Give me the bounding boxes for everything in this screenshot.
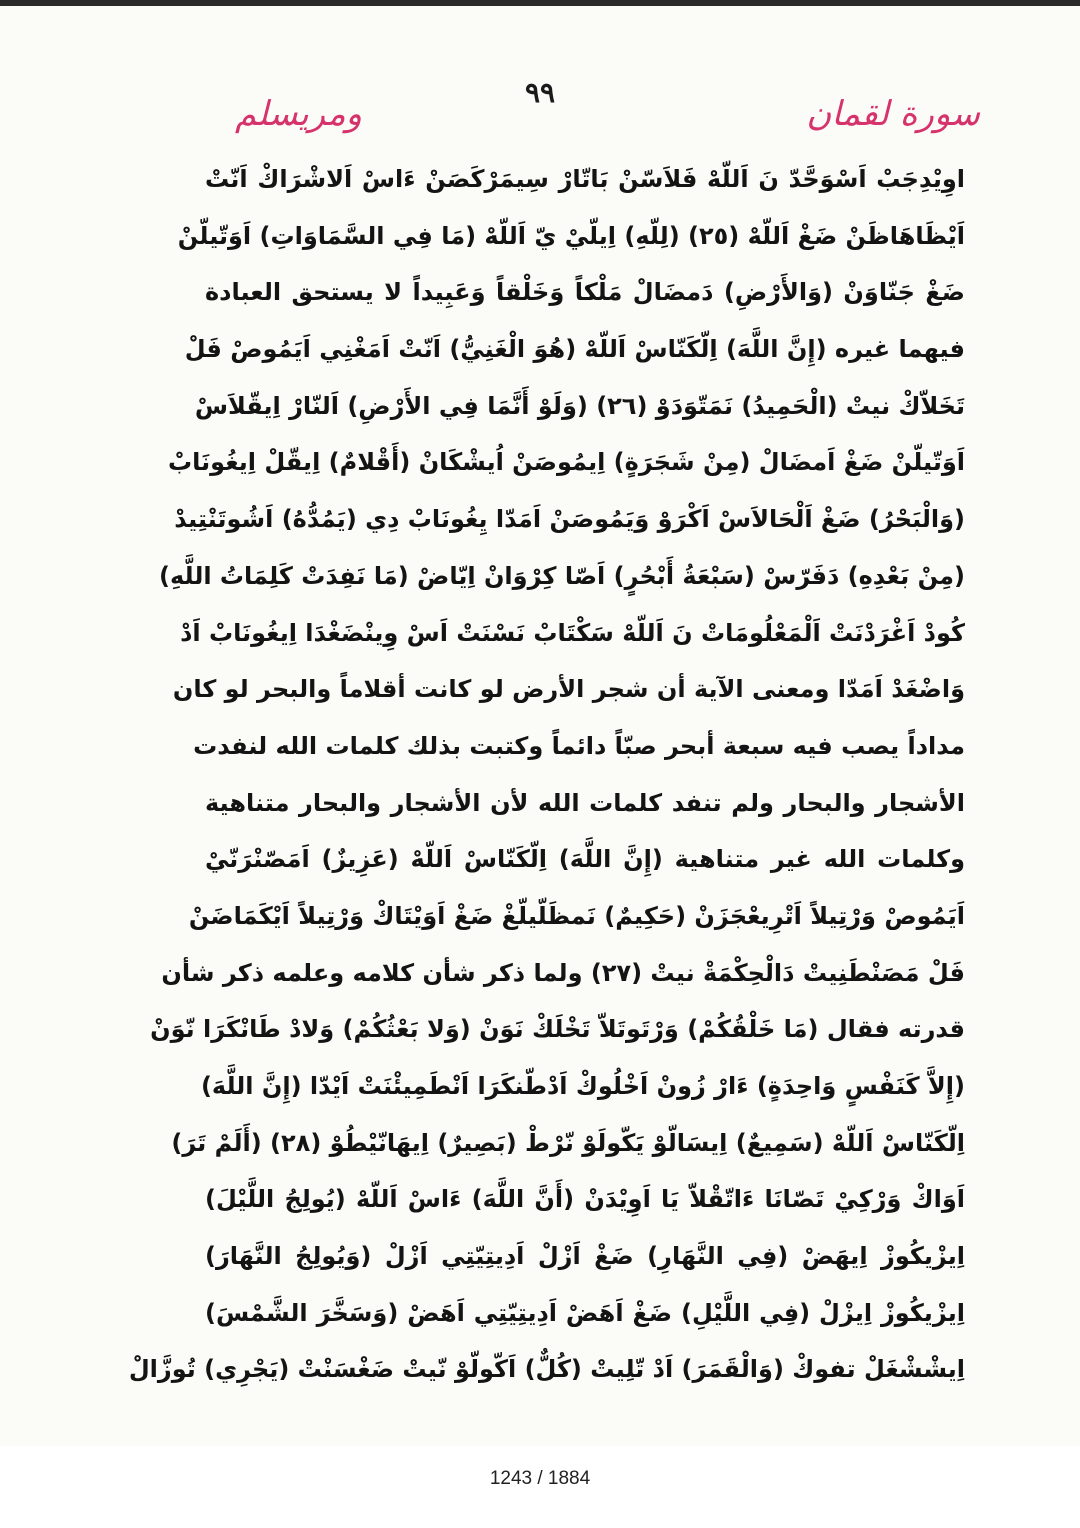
text-line: مداداً يصب فيه سبعة أبحر صبّاً دائماً وكتبت بذلك كلمات الله لنفدت xyxy=(193,731,965,760)
text-line: وكلمات الله غير متناهية (إِنَّ اللَّهَ) اِلّكَنّاسْ اَللّهْ (عَزِيزٌ) اَمَصّنْرَنّيْ xyxy=(205,845,965,874)
text-line: (إِلاَّ كَنَفْسٍ وَاحِدَةٍ) ءَارْ زُونْ اَخْلُوكْ اَدْطّنكَرَا اَنْطَمِيئْنَتْ اَيْدّا (إِنَّ اللَّهَ) xyxy=(200,1072,965,1100)
text-line: اِلّكَنّاسْ اَللّهْ (سَمِيعٌ) اِيسَالّوْ يَكّولَوْ نّرْطْ (بَصِيرٌ) اِيهَانّيْطُوْ (٢٨) (أَلَمْ تَرَ) xyxy=(171,1128,965,1157)
text-line: كُودْ اَغْرَدْنَتْ اَلْمَعْلُومَاتْ نَ اَللّهْ سَكْتَابْ نَسْنَتْ اَسْ وِينْضَغْدَا اِيغُونَابْ اَدْ xyxy=(180,618,965,647)
handwritten-note: ومريسلم xyxy=(235,94,363,134)
text-line: ضَغْ جَنّاوَنْ (وَالأَرْضِ) دَمضَالْ مَلْكاً وَخَلْقاً وَعَبِيداً لا يستحق العبادة xyxy=(205,278,965,307)
text-line: (وَالْبَحْرُ) ضَغْ اَلْحَالاَسْ اَكْرَوْ وَيَمُوصَنْ اَمَدّا يِغُونَابْ دِي (يَمُدُّهُ) اَشُوتَنْتِيدْ xyxy=(174,505,965,534)
text-line: (مِنْ بَعْدِهِ) دَفَرّسْ (سَبْعَةُ أَبْحُرٍ) اَصّا كِرْوَانْ اِيّاضْ (مَا نَفِدَتْ كَلِمَاتُ اللَّهِ) xyxy=(159,561,965,590)
text-line: قدرته فقال (مَا خَلْقُكُمْ) وَرْتَوتَلاّ تَخْلَكْ نَوَنْ (وَلا بَعْثُكُمْ) وَلادْ طَانْكَرَا نّوَنْ xyxy=(150,1015,965,1044)
text-line: تَخَلاّكْ نيتْ (الْحَمِيدُ) نَمَتّوَدَوْ (٢٦) (وَلَوْ أَنَّمَا فِي الأَرْضِ) اَلنّارْ اِيقّلاَسْ xyxy=(194,391,965,420)
text-line: اوِيْدِجَبْ اَسْوَحَّدّ نَ اَللّهْ فَلاَسّنْ بَاتّارْ سِيمَرْكَصَنْ ءَاسْ اَلاشْرَاكْ اَنّتْ xyxy=(205,165,965,193)
page-body xyxy=(128,151,965,1398)
text-line: اَوَاكْ وَرْكِيْ تَصّانَا ءَاتّقْلاّ يَا اَوِيْدَنْ (أَنَّ اللَّهَ) ءَاسْ اَللّهْ (يُولِجُ اللَّيْلَ) xyxy=(205,1185,965,1214)
text-line: اَيْظَاهَاظَنْ ضَغْ اَللّهْ (٢٥) (لِلّهِ) اِيلّيْ يّ اَللّهْ (مَا فِي السَّمَاوَاتِ) اَوَتّيلّنْ xyxy=(177,221,965,250)
handwritten-surah-title: سورة لقمان xyxy=(806,94,980,134)
text-line: اِيزْيكُوزْ اِيهَضْ (فِي النَّهَارِ) ضَغْ اَزْلْ اَدِيتِيّتِي اَزْلْ (وَيُولِجُ النَّهَارَ) xyxy=(205,1242,965,1271)
text-line: الأشجار والبحار ولم تنفد كلمات الله لأن الأشجار والبحار متناهية xyxy=(205,788,965,817)
scanned-page xyxy=(0,6,1080,1446)
text-line: اَوَتّيلّنْ ضَغْ اَمضَالْ (مِنْ شَجَرَةٍ) اِيمُوصَنْ اُيشْكَانْ (أَقْلامٌ) اِيقّلْ اِيغُونَابْ xyxy=(168,448,965,477)
text-line: فيهما غيره (إِنَّ اللَّهَ) اِلّكَنّاسْ اَللّهْ (هُوَ الْغَنِيُّ) اَنّتْ اَمَغْنِي اَيَمُوصْ فَلْ xyxy=(184,335,965,364)
page-counter: 1243 / 1884 xyxy=(489,1468,591,1489)
page-number: ٩٩ xyxy=(524,76,556,109)
text-line: اِيشْشْغَلْ تفوكْ (وَالْقَمَرَ) اَدْ تّلِيتْ (كُلٌّ) اَكّولّوْ نّيتْ ضَغْسَنْتْ (يَجْرِي) تُوزَّالْ xyxy=(128,1355,965,1384)
text-line: اَيَمُوصْ وَرْتِيلاً اَتْرِيعْجَزَنْ (حَكِيمٌ) نَمظَلّيلّغْ ضَغْ اَوَيْتَاكْ وَرْتِيلاً اَيْكَمَاضَنْ xyxy=(188,901,965,930)
text-line: اِيزْيكُوزْ اِيزْلْ (فِي اللَّيْلِ) ضَغْ اَهَضْ اَدِيتِيّتِي اَهَضْ (وَسَخَّرَ الشَّمْسَ) xyxy=(205,1298,965,1327)
text-line: وَاضْغَدْ اَمَدّا ومعنى الآية أن شجر الأرض لو كانت أقلاماً والبحر لو كان xyxy=(172,675,965,704)
text-line: فَلْ مَصَنْطَنِيتْ دَالْحِكْمَةْ نيتْ (٢٧) ولما ذكر شأن كلامه وعلمه ذكر شأن xyxy=(161,958,965,987)
